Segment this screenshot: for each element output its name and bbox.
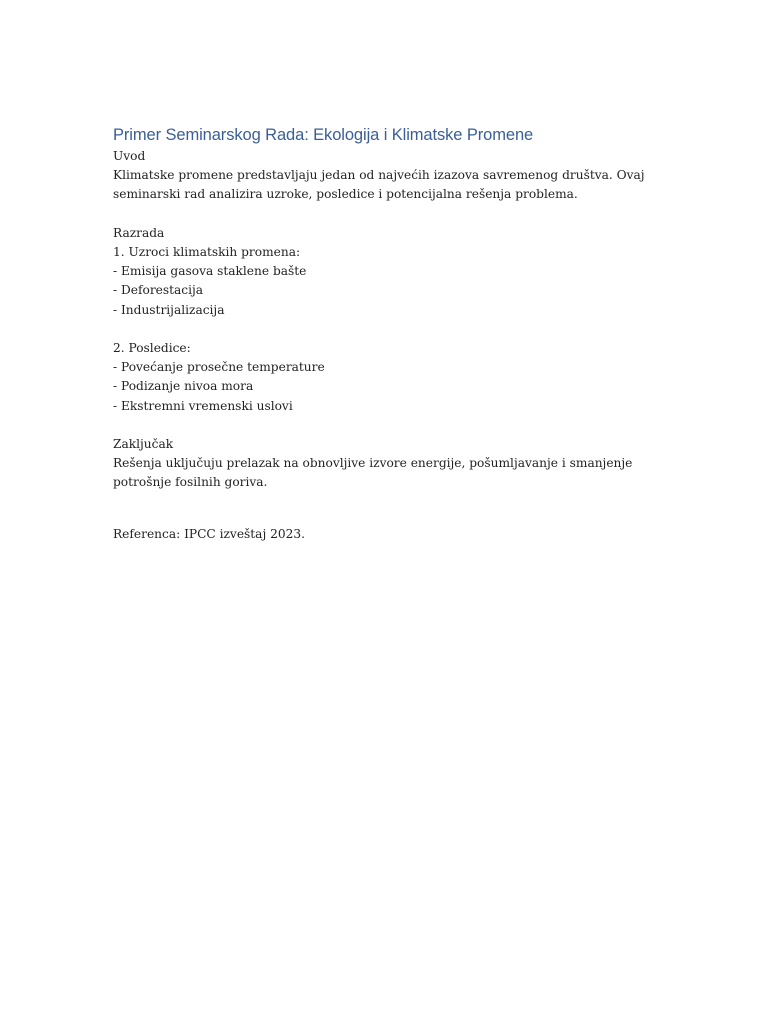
spacer	[113, 320, 653, 339]
causes-heading: 1. Uzroci klimatskih promena:	[113, 245, 301, 259]
document-body	[113, 124, 653, 544]
effects-heading: 2. Posledice:	[113, 341, 191, 355]
body-heading: Razrada	[113, 225, 165, 240]
conclusion-paragraph: Rešenja uključuju prelazak na obnovljive izvore energije, pošumljavanje i smanjenje potrošnje fosilnih goriva.	[113, 456, 633, 490]
spacer	[113, 416, 653, 435]
list-item-effect: - Ekstremni vremenski uslovi	[113, 398, 293, 413]
spacer	[113, 205, 653, 224]
list-item-effect: - Povećanje prosečne temperature	[113, 360, 325, 375]
intro-heading: Uvod	[113, 149, 146, 163]
list-item-cause: - Deforestacija	[113, 283, 204, 298]
document-title: Primer Seminarskog Rada: Ekologija i Klimatske Promene	[113, 126, 534, 144]
intro-paragraph: Klimatske promene predstavljaju jedan od najvećih izazova savremenog društva. Ovaj seminarski rad analizira uzroke, posledice i potencijalna rešenja problema.	[113, 168, 645, 202]
list-item-cause: - Industrijalizacija	[113, 302, 225, 317]
conclusion-heading: Zaključak	[113, 437, 174, 451]
reference-line: Referenca: IPCC izveštaj 2023.	[113, 526, 305, 541]
list-item-effect: - Podizanje nivoa mora	[113, 379, 254, 394]
spacer	[113, 493, 653, 525]
list-item-cause: - Emisija gasova staklene bašte	[113, 264, 307, 279]
